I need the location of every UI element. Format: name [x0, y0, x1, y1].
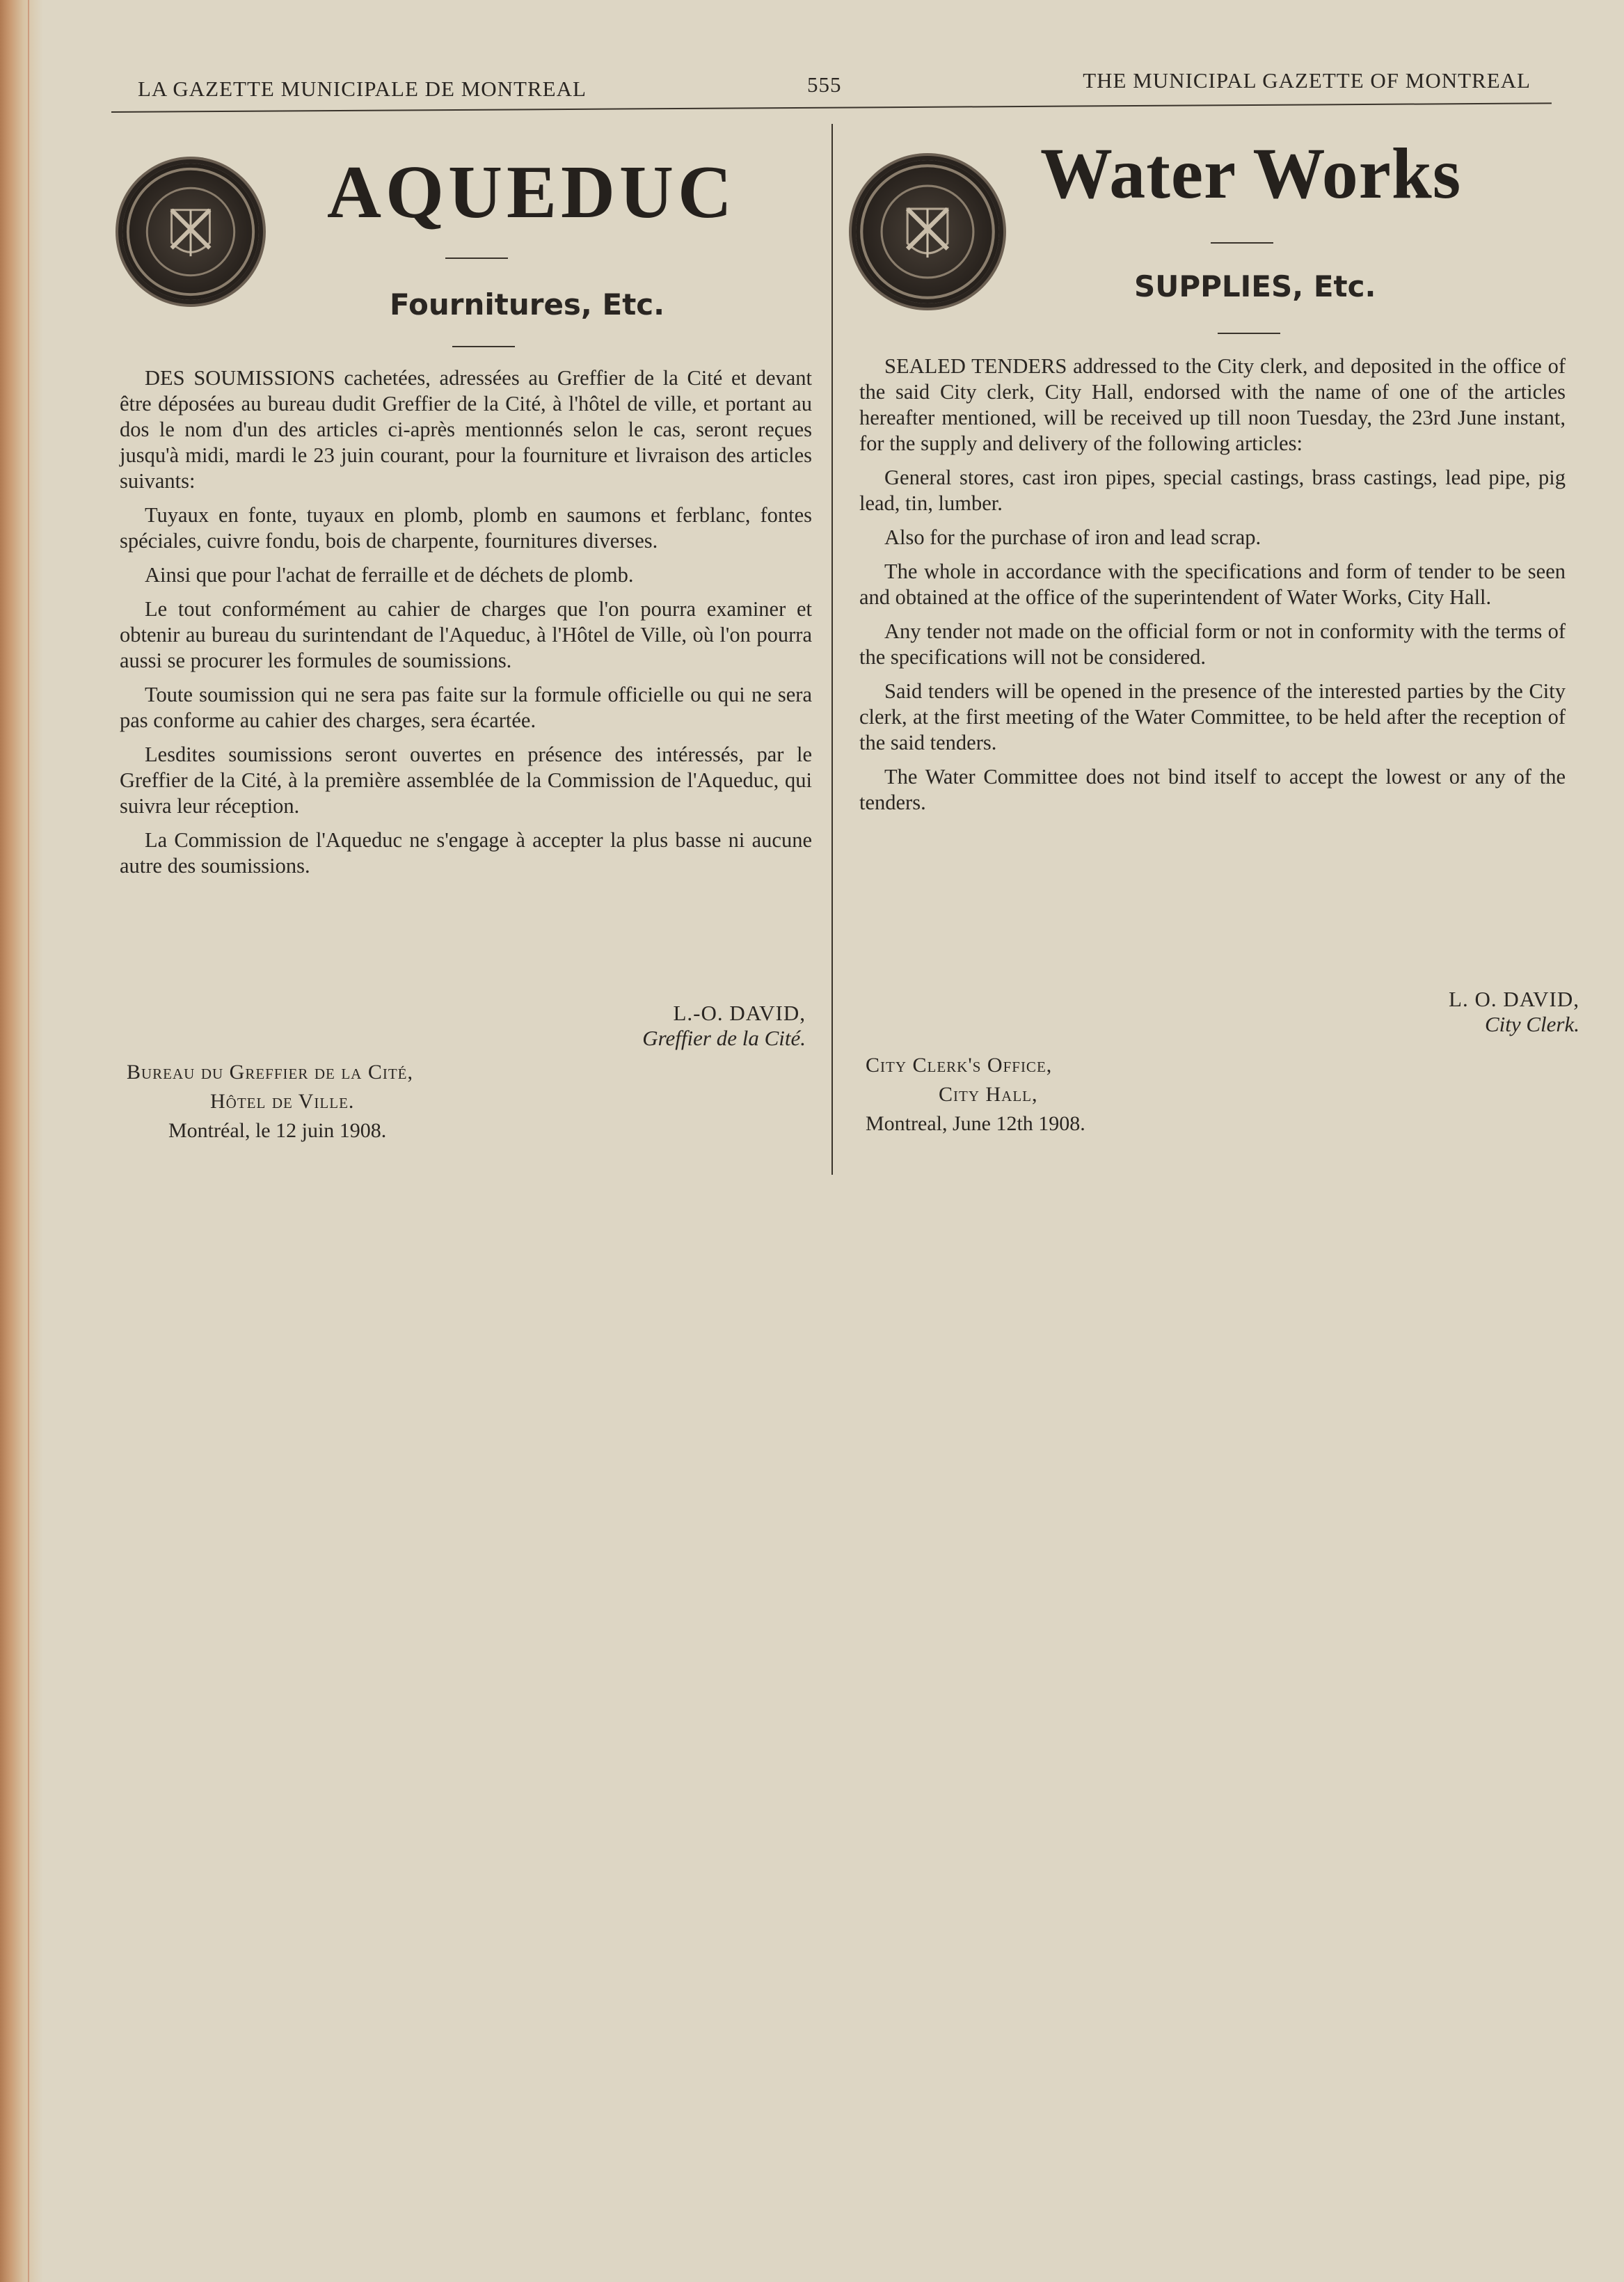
- french-paragraph: La Commission de l'Aqueduc ne s'engage à accepter la plus basse ni aucune autre des soumissions.: [120, 828, 812, 878]
- english-paragraph: Said tenders will be opened in the presence of the interested parties by the City clerk, at the first meeting of the Water Committee, to be held after the reception of the said tenders.: [859, 679, 1566, 754]
- english-signature: [1449, 987, 1579, 1037]
- english-paragraph: General stores, cast iron pipes, special castings, brass castings, lead pipe, pig lead, tin, lumber.: [859, 466, 1566, 515]
- page-number: 555: [807, 72, 842, 97]
- french-title: AQUEDUC: [327, 151, 737, 234]
- french-subtitle: Fournitures, Etc.: [390, 287, 665, 322]
- signature-title: Greffier de la Cité.: [642, 1026, 806, 1050]
- french-paragraph: Tuyaux en fonte, tuyaux en plomb, plomb en saumons et ferblanc, fontes spéciales, cuivre fondu, bois de charpente, fournitures diverses.: [120, 503, 812, 553]
- header-french-title: LA GAZETTE MUNICIPALE DE MONTREAL: [138, 77, 587, 101]
- english-paragraph: Also for the purchase of iron and lead scrap.: [884, 525, 1261, 549]
- signature-title: City Clerk.: [1484, 1012, 1579, 1036]
- french-office-block: [127, 1058, 413, 1146]
- signature-name: L. O. DAVID,: [1449, 987, 1579, 1011]
- french-signature: [642, 1001, 806, 1051]
- office-line-2: City Hall,: [939, 1083, 1038, 1106]
- french-paragraph: Toute soumission qui ne sera pas faite sur la formule officielle ou qui ne sera pas conforme au cahier des charges, sera écartée.: [120, 683, 812, 732]
- english-paragraph: Any tender not made on the official form or not in conformity with the terms of the specifications will not be considered.: [859, 619, 1566, 669]
- english-body: [859, 354, 1566, 824]
- title-rule: [1211, 242, 1273, 244]
- english-paragraph: The Water Committee does not bind itself to accept the lowest or any of the tenders.: [859, 765, 1566, 814]
- office-line-1: City Clerk's Office,: [866, 1054, 1053, 1077]
- title-rule: [445, 257, 508, 259]
- english-paragraph: SEALED TENDERS addressed to the City clerk, and deposited in the office of the said City clerk, City Hall, endorsed with the name of one of the articles hereafter mentioned, will be received up till noon Tuesday, the 23rd June instant, for the supply and delivery of the following articles:: [859, 354, 1566, 455]
- office-line-1: Bureau du Greffier de la Cité,: [127, 1061, 414, 1084]
- binding-line: [28, 0, 29, 2282]
- header-english-title: THE MUNICIPAL GAZETTE OF MONTREAL: [1083, 68, 1531, 93]
- subtitle-rule: [1218, 333, 1280, 334]
- office-date: Montreal, June 12th 1908.: [866, 1112, 1085, 1135]
- binding-edge: [0, 0, 43, 2282]
- french-body: [120, 365, 812, 887]
- office-date: Montréal, le 12 juin 1908.: [168, 1119, 387, 1142]
- french-paragraph: Ainsi que pour l'achat de ferraille et de déchets de plomb.: [145, 563, 634, 587]
- french-paragraph: Lesdites soumissions seront ouvertes en présence des intéressés, par le Greffier de la Cité, à la première assemblée de la Commission de l'Aqueduc, qui suivra leur réception.: [120, 743, 812, 818]
- city-seal-icon: [856, 160, 999, 303]
- city-seal-icon: [122, 164, 259, 300]
- office-line-2: Hôtel de Ville.: [210, 1090, 355, 1113]
- column-divider: [831, 124, 833, 1175]
- subtitle-rule: [452, 346, 515, 347]
- english-subtitle: SUPPLIES, Etc.: [1134, 269, 1376, 303]
- french-paragraph: DES SOUMISSIONS cachetées, adressées au Greffier de la Cité et devant être déposées au bureau dudit Greffier de la Cité, à l'hôtel de ville, et portant au dos le nom d'un des articles ci-après mentionnés selon le cas, seront reçues jusqu'à midi, mardi le 23 juin courant, pour la fourniture et livraison des articles suivants:: [120, 366, 812, 493]
- english-title: Water Works: [1040, 134, 1462, 214]
- french-paragraph: Le tout conformément au cahier de charges que l'on pourra examiner et obtenir au bureau du surintendant de l'Aqueduc, à l'Hôtel de Ville, où l'on pourra aussi se procurer les formules de soumissions.: [120, 597, 812, 672]
- signature-name: L.-O. DAVID,: [673, 1001, 806, 1025]
- english-paragraph: The whole in accordance with the specifications and form of tender to be seen and obtained at the office of the superintendent of Water Works, City Hall.: [859, 560, 1566, 609]
- english-office-block: [866, 1051, 1085, 1139]
